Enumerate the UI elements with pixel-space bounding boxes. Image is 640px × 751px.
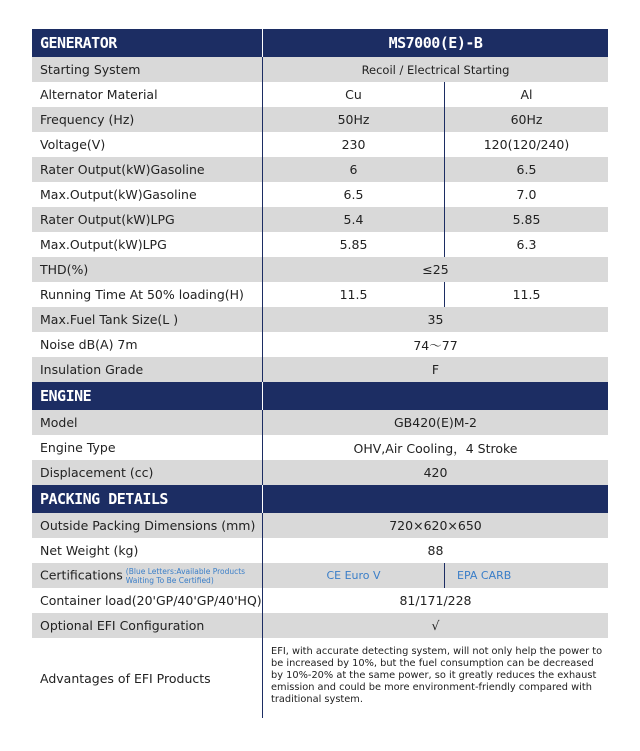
spec-label: Container load(20'GP/40'GP/40'HQ) — [40, 593, 262, 608]
spec-value: 81/171/228 — [262, 588, 608, 613]
spec-label: Advantages of EFI Products — [40, 670, 211, 686]
spec-value: 88 — [262, 538, 608, 563]
efi-description: EFI, with accurate detecting system, will not only help the power to be increased by 10%, but the fuel consumption can be decreased by 10%-20% at the same power, so it greatly reduces the exhaust emission and could be more environment-friendly compared with traditional system. — [262, 638, 608, 718]
spec-sheet — [32, 29, 608, 718]
spec-label: Running Time At 50% loading(H) — [40, 287, 244, 302]
spec-value: 6 — [349, 162, 358, 177]
spec-row — [32, 57, 608, 82]
spec-value: 50Hz — [337, 112, 370, 127]
spec-row — [32, 460, 608, 485]
spec-label: Alternator Material — [40, 87, 158, 102]
packing-header — [32, 485, 608, 513]
spec-row — [32, 588, 608, 613]
packing-header-right — [262, 485, 608, 513]
spec-value: 720×620×650 — [262, 513, 608, 538]
spec-value: GB420(E)M-2 — [262, 410, 608, 435]
cert-value: CE Euro V — [326, 569, 381, 582]
spec-row — [32, 257, 608, 282]
spec-row — [32, 307, 608, 332]
engine-header — [32, 382, 608, 410]
spec-row — [32, 357, 608, 382]
spec-value: 5.85 — [339, 237, 368, 252]
spec-value: 35 — [262, 307, 608, 332]
spec-value: √ — [262, 613, 608, 638]
spec-row — [32, 182, 608, 207]
spec-row — [32, 613, 608, 638]
spec-value: 11.5 — [444, 282, 608, 307]
generator-header — [32, 29, 608, 57]
spec-row — [32, 513, 608, 538]
spec-label: Outside Packing Dimensions (mm) — [40, 518, 256, 533]
spec-value: F — [262, 357, 608, 382]
spec-row — [32, 538, 608, 563]
spec-value: 6.5 — [444, 157, 608, 182]
spec-label: Rater Output(kW)Gasoline — [40, 162, 205, 177]
spec-value: 230 — [341, 137, 366, 152]
spec-label: Displacement (cc) — [40, 465, 154, 480]
spec-row — [32, 410, 608, 435]
spec-label — [32, 567, 262, 585]
spec-label: Max.Output(kW)LPG — [40, 237, 167, 252]
spec-value: 6.5 — [343, 187, 364, 202]
spec-row — [32, 132, 608, 157]
spec-label: Frequency (Hz) — [40, 112, 135, 127]
spec-row — [32, 332, 608, 357]
spec-label: Starting System — [40, 62, 141, 77]
spec-label: Optional EFI Configuration — [40, 618, 205, 633]
spec-label: Voltage(V) — [40, 137, 106, 152]
spec-value: 5.85 — [444, 207, 608, 232]
spec-row — [32, 82, 608, 107]
packing-title: PACKING DETAILS — [40, 490, 168, 508]
spec-label: Net Weight (kg) — [40, 543, 139, 558]
spec-label: Max.Fuel Tank Size(L ) — [40, 312, 179, 327]
spec-row — [32, 435, 608, 460]
note-line: (Blue Letters:Available Products — [125, 566, 246, 576]
spec-row — [32, 157, 608, 182]
spec-label: Engine Type — [40, 440, 116, 455]
spec-label: Rater Output(kW)LPG — [40, 212, 175, 227]
spec-row — [32, 107, 608, 132]
spec-value: Cu — [345, 87, 362, 102]
spec-row — [32, 282, 608, 307]
certifications-label: Certifications — [40, 567, 123, 582]
spec-row — [32, 638, 608, 718]
spec-value: OHV,Air Cooling，4 Stroke — [262, 435, 608, 460]
certifications-note — [126, 567, 245, 585]
generator-title: GENERATOR — [40, 34, 117, 52]
spec-label: THD(%) — [40, 262, 89, 277]
spec-value: 6.3 — [444, 232, 608, 257]
spec-row — [32, 563, 608, 588]
spec-value: 420 — [262, 460, 608, 485]
spec-row — [32, 207, 608, 232]
spec-label: Max.Output(kW)Gasoline — [40, 187, 197, 202]
note-line: Waiting To Be Certified) — [125, 575, 214, 585]
spec-value: 74～77 — [262, 332, 608, 357]
spec-value: 60Hz — [444, 107, 608, 132]
spec-value: Recoil / Electrical Starting — [262, 57, 608, 82]
spec-label: Model — [40, 415, 78, 430]
spec-value: Al — [444, 82, 608, 107]
spec-value: 120(120/240) — [444, 132, 608, 157]
spec-label: Noise dB(A) 7m — [40, 337, 138, 352]
model-title: MS7000(E)-B — [262, 29, 608, 57]
spec-value: 7.0 — [444, 182, 608, 207]
spec-value: 5.4 — [343, 212, 364, 227]
spec-value: ≤25 — [262, 257, 608, 282]
spec-label: Insulation Grade — [40, 362, 144, 377]
spec-value: 11.5 — [339, 287, 368, 302]
cert-value: EPA CARB — [444, 563, 608, 588]
engine-header-right — [262, 382, 608, 410]
engine-title: ENGINE — [40, 387, 92, 405]
spec-row — [32, 232, 608, 257]
